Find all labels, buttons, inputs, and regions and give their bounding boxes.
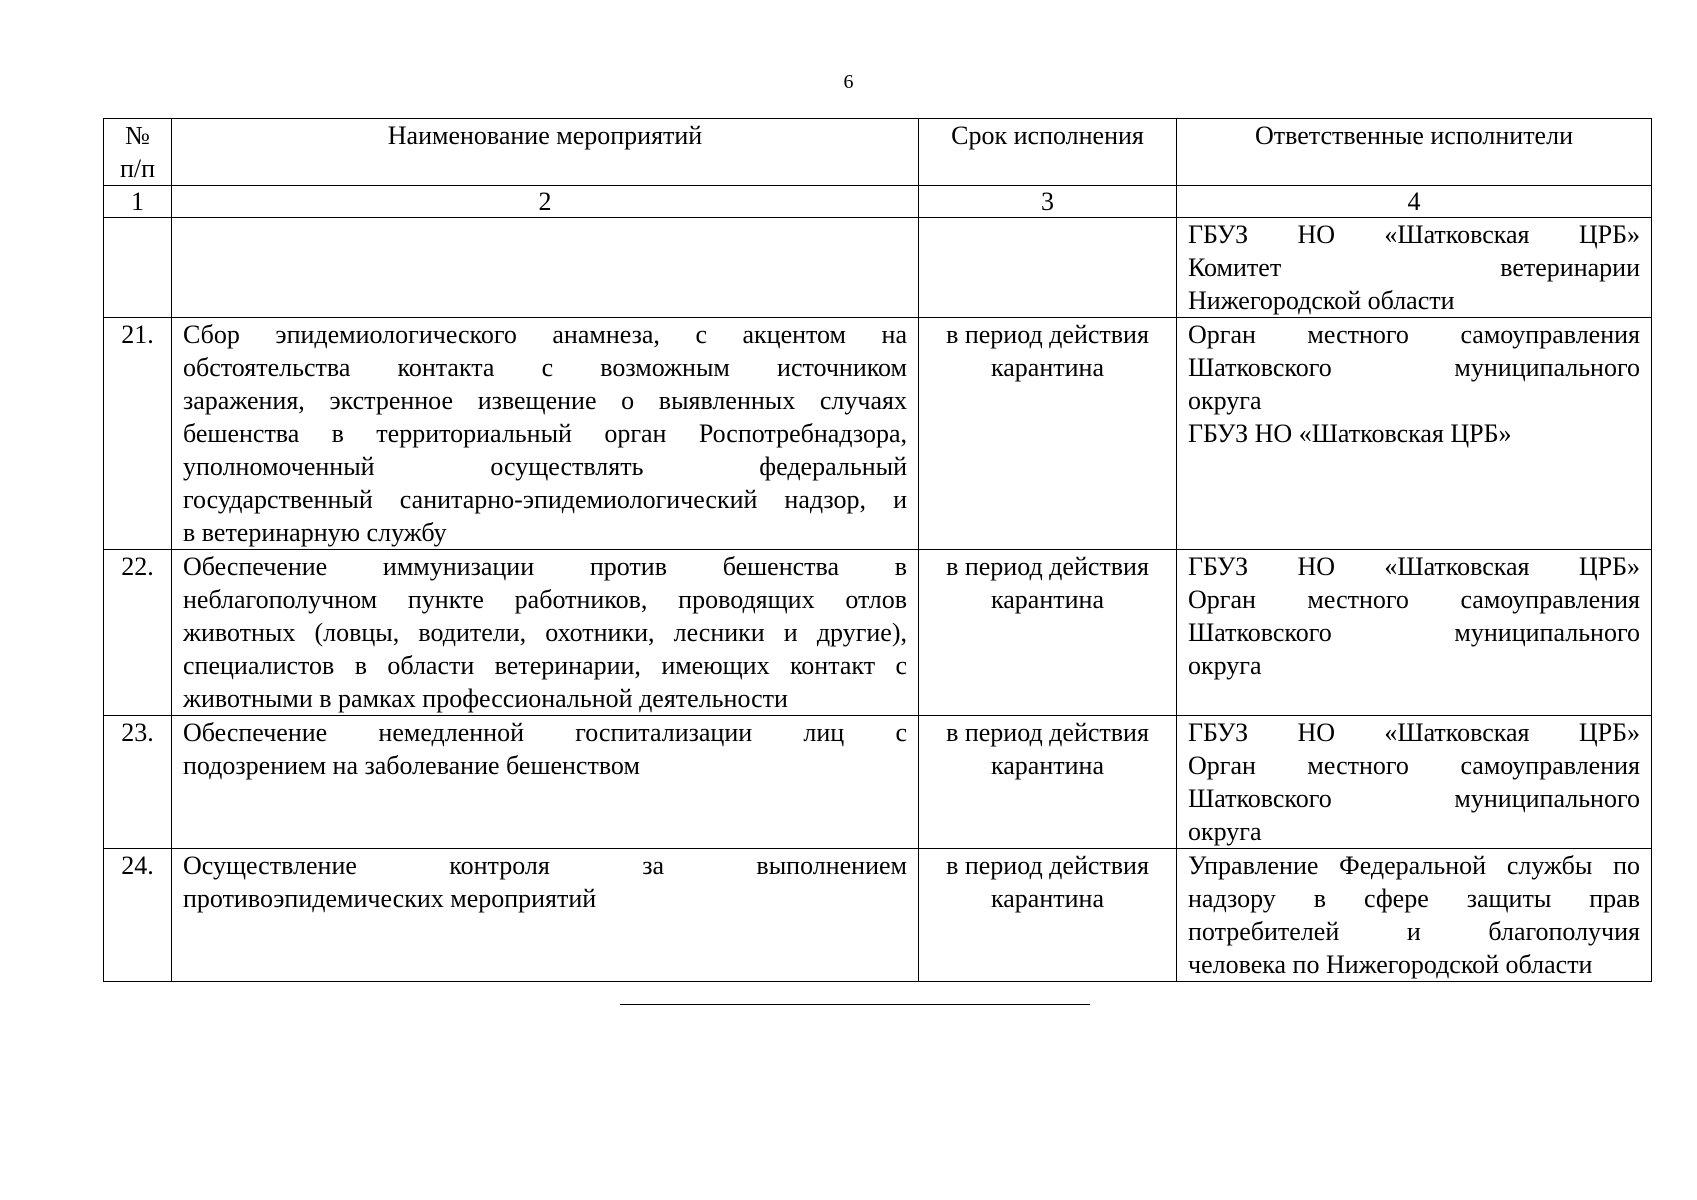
deadline [919,218,1177,318]
measure-name-line: Обеспечение немедленной госпитализации лиц с [183,718,907,747]
row-number: 23. [104,716,172,849]
table-row [104,218,1652,318]
deadline [919,318,1177,550]
deadline [919,716,1177,849]
responsible-executors-line: Нижегородской области [1188,286,1455,315]
header-responsible: Ответственные исполнители [1177,119,1652,186]
responsible-executors-line: ГБУЗ НО «Шатковская ЦРБ» [1188,220,1640,249]
deadline [919,550,1177,716]
measure-name-line: Сбор эпидемиологического анамнеза, с акцентом на [183,320,907,349]
measure-name-line: специалистов в области ветеринарии, имеющих контакт с [183,651,907,680]
measure-name-line: подозрением на заболевание бешенством [183,751,640,780]
responsible-executors-line: Орган местного самоуправления [1188,320,1640,349]
measure-name [172,849,919,982]
measure-name [172,716,919,849]
row-number: 21. [104,318,172,550]
measure-name [172,550,919,716]
measure-name-line: Осуществление контроля за выполнением [183,851,907,880]
responsible-executors-line: ГБУЗ НО «Шатковская ЦРБ» [1188,419,1512,448]
responsible-executors-line: ГБУЗ НО «Шатковская ЦРБ» [1188,552,1640,581]
column-number-1: 1 [104,186,172,218]
responsible-executors-line: Орган местного самоуправления [1188,751,1640,780]
table-header-row [104,119,1652,186]
measure-name-line: уполномоченный осуществлять федеральный [183,452,907,481]
responsible-executors-line: округа [1188,817,1262,846]
row-number: 24. [104,849,172,982]
end-rule [620,1004,1090,1005]
measure-name-line: животными в рамках профессиональной деятельности [183,684,788,713]
responsible-executors-line: Управление Федеральной службы по [1188,851,1640,880]
responsible-executors-line: потребителей и благополучия [1188,917,1640,946]
page-number: 6 [843,71,854,93]
deadline-line: в период действия [946,320,1149,349]
measure-name [172,318,919,550]
responsible-executors [1177,550,1652,716]
responsible-executors [1177,318,1652,550]
responsible-executors-line: Комитет ветеринарии [1188,253,1640,282]
row-number: 22. [104,550,172,716]
measure-name-line: неблагополучном пункте работников, проводящих отлов [183,585,907,614]
deadline-line: в период действия [946,718,1149,747]
measure-name-line: заражения, экстренное извещение о выявленных случаях [183,386,907,415]
responsible-executors [1177,849,1652,982]
column-number-4: 4 [1177,186,1652,218]
row-number [104,218,172,318]
measure-name-line: государственный санитарно-эпидемиологический надзор, и [183,485,907,514]
measure-name-line: Обеспечение иммунизации против бешенства в [183,552,907,581]
column-number-row [104,186,1652,218]
responsible-executors-line: Орган местного самоуправления [1188,585,1640,614]
deadline-line: карантина [991,353,1104,382]
table-row [104,550,1652,716]
measure-name-line: противоэпидемических мероприятий [183,884,597,913]
measure-name-line: обстоятельства контакта с возможным источником [183,353,907,382]
measures-table [103,118,1652,982]
measure-name-line: бешенства в территориальный орган Роспотребнадзора, [183,419,907,448]
responsible-executors-line: округа [1188,386,1262,415]
deadline-line: карантина [991,884,1104,913]
measure-name [172,218,919,318]
responsible-executors-line: Шатковского муниципального [1188,784,1640,813]
deadline-line: в период действия [946,851,1149,880]
responsible-executors [1177,716,1652,849]
table-row [104,716,1652,849]
responsible-executors-line: ГБУЗ НО «Шатковская ЦРБ» [1188,718,1640,747]
header-num: № п/п [104,119,172,186]
deadline [919,849,1177,982]
responsible-executors [1177,218,1652,318]
deadline-line: карантина [991,585,1104,614]
table-row [104,849,1652,982]
table-row [104,318,1652,550]
deadline-line: карантина [991,751,1104,780]
measure-name-line: в ветеринарную службу [183,518,447,547]
responsible-executors-line: Шатковского муниципального [1188,618,1640,647]
responsible-executors-line: человека по Нижегородской области [1188,950,1593,979]
responsible-executors-line: округа [1188,651,1262,680]
measure-name-line: животных (ловцы, водители, охотники, лесники и другие), [183,618,907,647]
responsible-executors-line: Шатковского муниципального [1188,353,1640,382]
header-deadline: Срок исполнения [919,119,1177,186]
column-number-2: 2 [172,186,919,218]
responsible-executors-line: надзору в сфере защиты прав [1188,884,1640,913]
column-number-3: 3 [919,186,1177,218]
header-name: Наименование мероприятий [172,119,919,186]
deadline-line: в период действия [946,552,1149,581]
